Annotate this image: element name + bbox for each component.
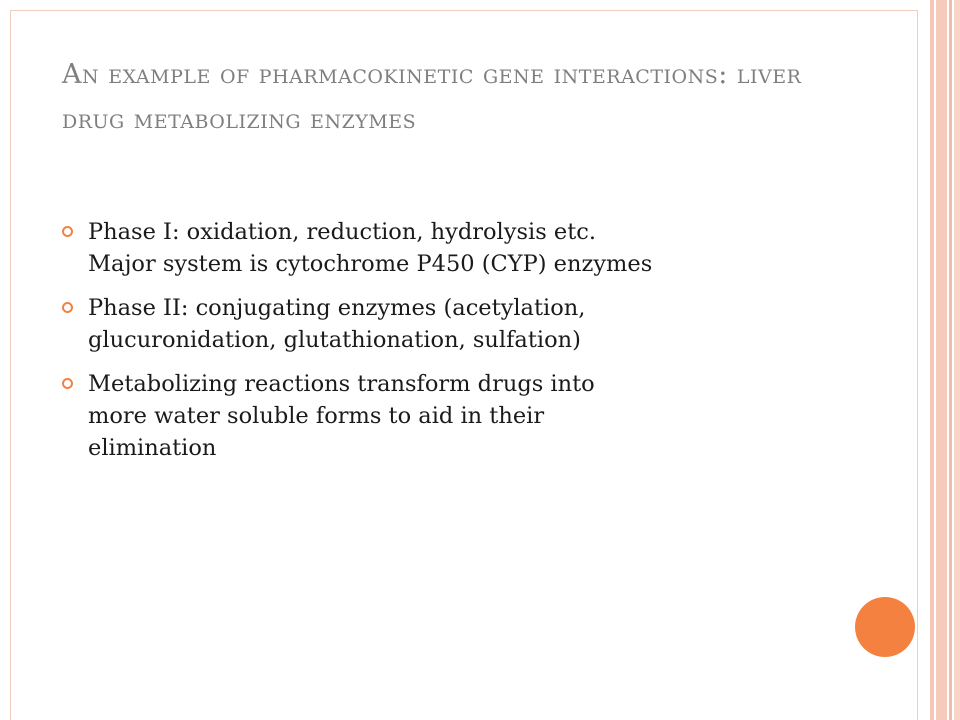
- decorative-stripe: [936, 0, 947, 720]
- bullet-text: Phase I: oxidation, reduction, hydrolysis etc. Major system is cytochrome P450 (CYP) enzymes: [88, 219, 653, 277]
- decorative-stripe: [930, 0, 934, 720]
- bullet-item: [62, 292, 842, 356]
- bullet-list: [62, 216, 842, 476]
- bullet-icon: [62, 226, 73, 237]
- slide-title: An example of pharmacokinetic gene interactions: liver drug metabolizing enzymes: [62, 59, 802, 135]
- bullet-icon: [62, 378, 73, 389]
- bullet-item: [62, 368, 842, 464]
- bullet-icon: [62, 302, 73, 313]
- bullet-text: Phase II: conjugating enzymes (acetylation, glucuronidation, glutathionation, sulfation): [88, 295, 586, 353]
- decorative-stripe: [954, 0, 960, 720]
- bullet-item: [62, 216, 842, 280]
- decorative-circle: [855, 597, 915, 657]
- decorative-stripe: [949, 0, 952, 720]
- bullet-text: Metabolizing reactions transform drugs into more water soluble forms to aid in their elimination: [88, 371, 595, 461]
